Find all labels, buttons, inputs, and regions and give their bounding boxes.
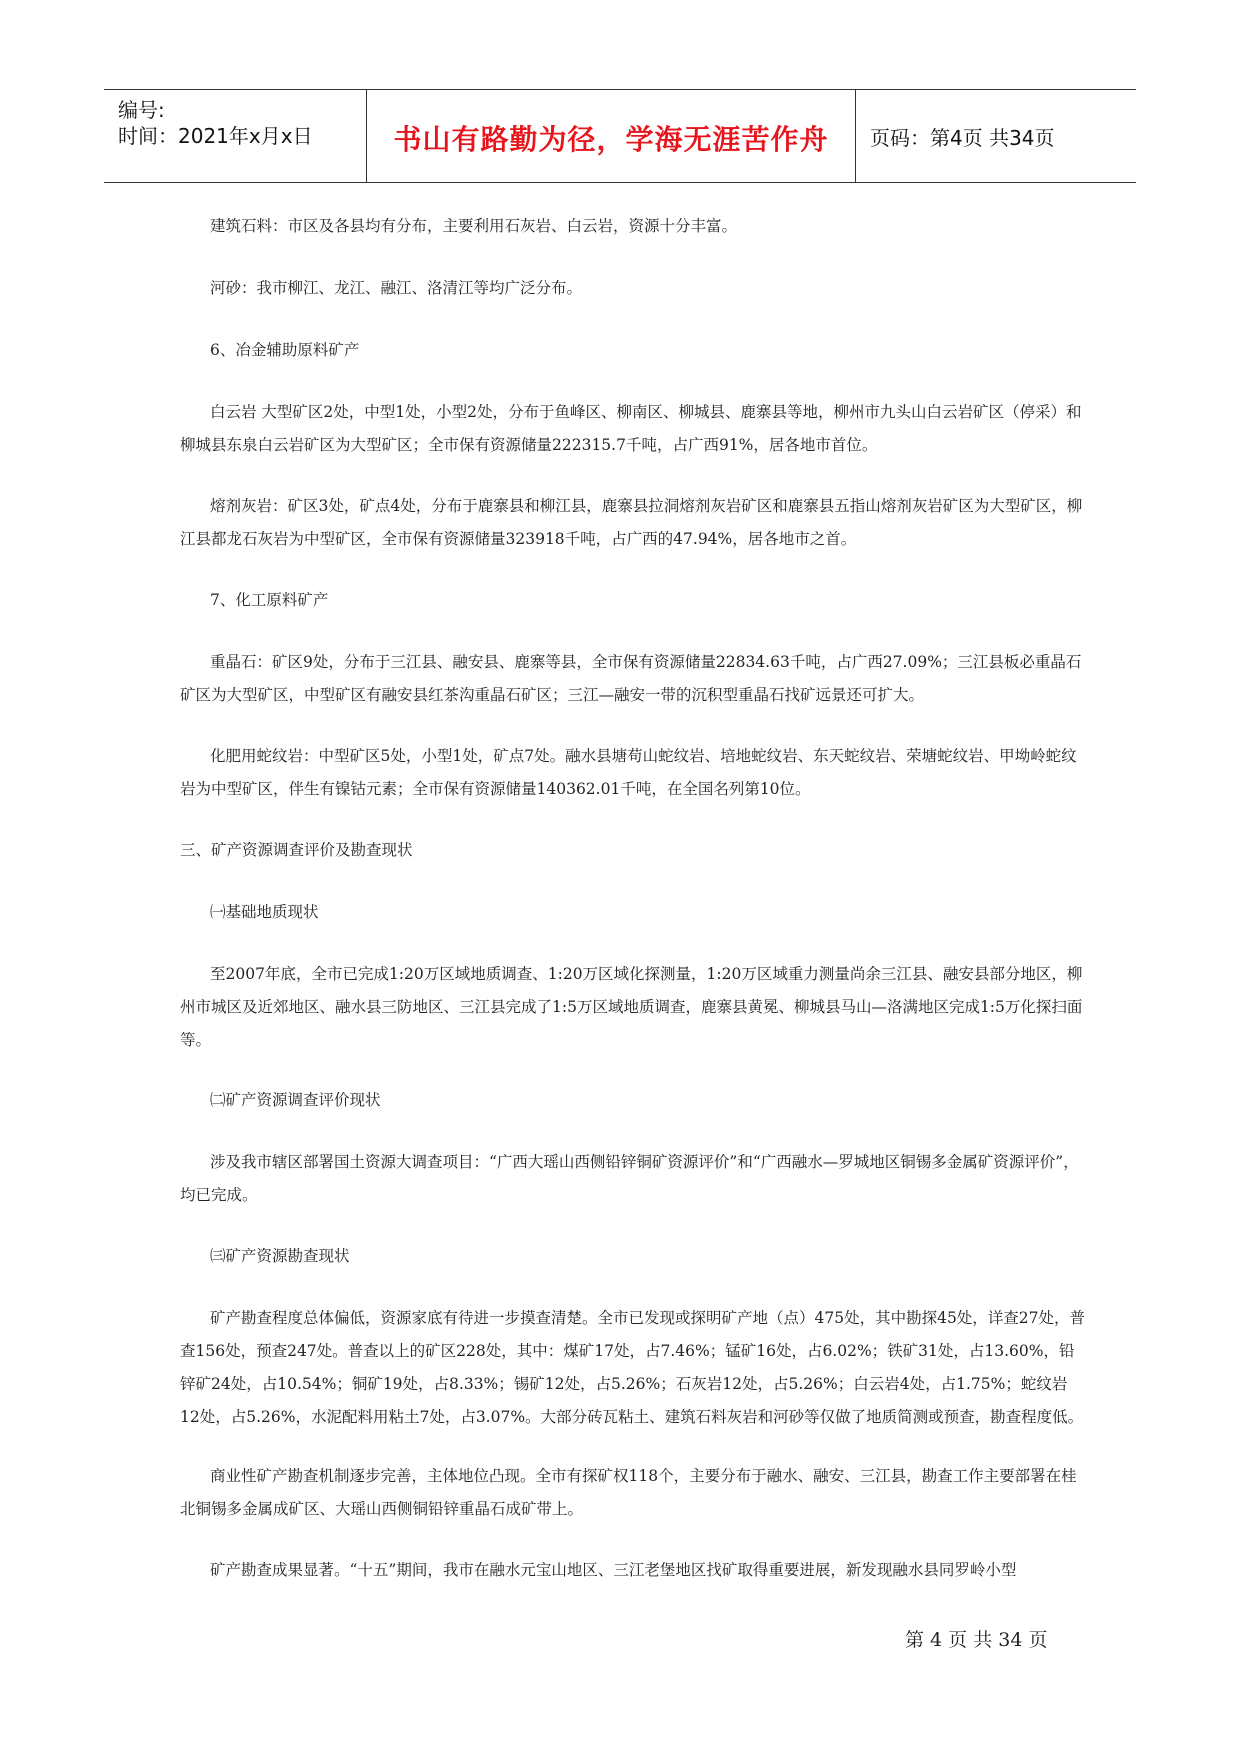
paragraph-barite: 重晶石：矿区9处，分布于三江县、融安县、鹿寨等县，全市保有资源储量22834.63千吨，占广西27.09%；三江县板必重晶石矿区为大型矿区，中型矿区有融安县红茶沟重晶石矿区；三江—融安一带的沉积型重晶石找矿远景还可扩大。 (180, 653, 1082, 704)
section-heading-chemical: 7、化工原料矿产 (210, 591, 329, 609)
header-left-cell (104, 90, 366, 182)
paragraph-exploration-degree: 矿产勘查程度总体偏低，资源家底有待进一步摸查清楚。全市已发现或探明矿产地（点）475处，其中勘探45处，详查27处，普查156处，预查247处。普查以上的矿区228处，其中：煤矿17处，占7.46%；锰矿16处，占6.02%；铁矿31处，占13.60%，铅锌矿24处，占10.54%；铜矿19处，占8.33%；锡矿12处，占5.26%；石灰岩12处，占5.26%；白云岩4处，占1.75%；蛇纹岩12处，占5.26%，水泥配料用粘土7处，占3.07%。大部分砖瓦粘土、建筑石料灰岩和河砂等仅做了地质简测或预查，勘查程度低。 (180, 1309, 1086, 1426)
header-motto: 书山有路勤为径，学海无涯苦作舟 (393, 123, 829, 156)
paragraph-river-sand: 河砂：我市柳江、龙江、融江、洛清江等均广泛分布。 (210, 279, 583, 297)
document-time-label: 时间：2021年x月x日 (118, 124, 313, 148)
page-header (104, 89, 1136, 183)
document-number-label: 编号: (118, 98, 165, 122)
chapter-heading-survey-status: 三、矿产资源调查评价及勘查现状 (180, 841, 413, 859)
section-heading-metallurgy-aux: 6、冶金辅助原料矿产 (210, 341, 360, 359)
header-middle-cell (366, 90, 856, 182)
paragraph-dolomite: 白云岩 大型矿区2处，中型1处，小型2处，分布于鱼峰区、柳南区、柳城县、鹿寨县等地，柳州市九头山白云岩矿区（停采）和柳城县东泉白云岩矿区为大型矿区；全市保有资源储量222315.7千吨，占广西91%，居各地市首位。 (180, 403, 1082, 454)
paragraph-building-stone: 建筑石料：市区及各县均有分布，主要利用石灰岩、白云岩，资源十分丰富。 (210, 217, 738, 235)
paragraph-flux-limestone: 熔剂灰岩：矿区3处，矿点4处，分布于鹿寨县和柳江县，鹿寨县拉洞熔剂灰岩矿区和鹿寨县五指山熔剂灰岩矿区为大型矿区，柳江县都龙石灰岩为中型矿区，全市保有资源储量323918千吨，占广西的47.94%，居各地市之首。 (180, 497, 1083, 548)
paragraph-exploration-results: 矿产勘查成果显著。“十五”期间，我市在融水元宝山地区、三江老堡地区找矿取得重要进展，新发现融水县同罗岭小型 (210, 1561, 1017, 1579)
paragraph-serpentine: 化肥用蛇纹岩：中型矿区5处，小型1处，矿点7处。融水县塘苟山蛇纹岩、培地蛇纹岩、东天蛇纹岩、荣塘蛇纹岩、甲坳岭蛇纹岩为中型矿区，伴生有镍钴元素；全市保有资源储量140362.01千吨，在全国名列第10位。 (180, 747, 1077, 798)
paragraph-resource-evaluation: 涉及我市辖区部署国土资源大调查项目：“广西大瑶山西侧铅锌铜矿资源评价”和“广西融水—罗城地区铜锡多金属矿资源评价”，均已完成。 (180, 1153, 1079, 1204)
paragraph-basic-geology: 至2007年底，全市已完成1:20万区域地质调查、1:20万区域化探测量，1:20万区域重力测量尚余三江县、融安县部分地区，柳州市城区及近郊地区、融水县三防地区、三江县完成了1:5万区域地质调查，鹿寨县黄冕、柳城县马山—洛满地区完成1:5万化探扫面等。 (180, 965, 1083, 1049)
paragraph-commercial-exploration: 商业性矿产勘查机制逐步完善，主体地位凸现。全市有探矿权118个，主要分布于融水、融安、三江县，勘查工作主要部署在桂北铜锡多金属成矿区、大瑶山西侧铜铅锌重晶石成矿带上。 (180, 1467, 1077, 1518)
subheading-resource-evaluation: ㈡矿产资源调查评价现状 (210, 1091, 381, 1109)
subheading-basic-geology: ㈠基础地质现状 (210, 903, 319, 921)
header-right-cell (856, 90, 1136, 182)
subheading-exploration-status: ㈢矿产资源勘查现状 (210, 1247, 350, 1265)
page-footer: 第 4 页 共 34 页 (905, 1629, 1048, 1651)
header-page-label: 页码：第4页 共34页 (870, 126, 1055, 150)
